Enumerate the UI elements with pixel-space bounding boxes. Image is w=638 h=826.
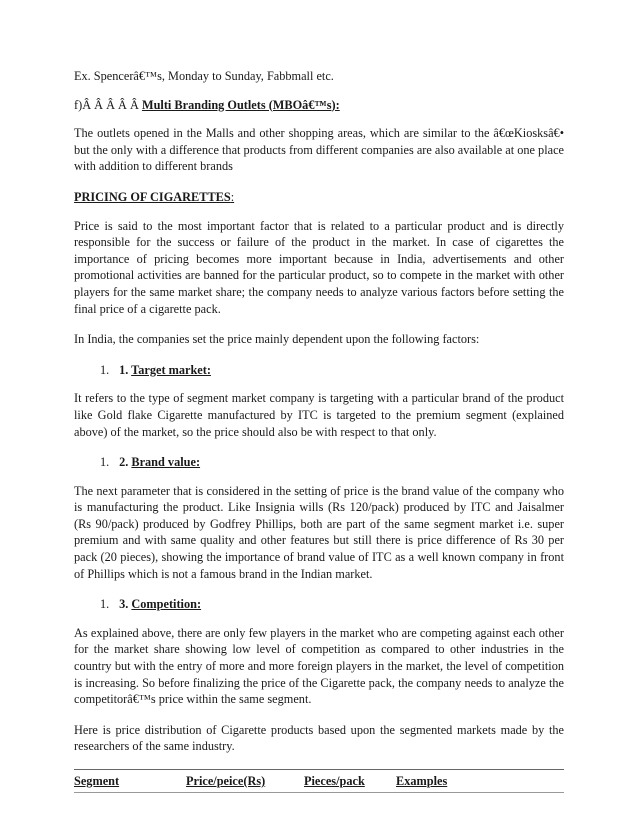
list-number: 1. — [100, 597, 110, 612]
factor-paragraph-brand-value: The next parameter that is considered in the setting of price is the brand value of the company who is manufacturing the product. Like Insignia wills (Rs 120/pack) produced by ITC and Jaisalmer (Rs 90/pack) produced by Godfrey Phillips, both are part of the same segment market i.e. super premium and with same quality and other features but still there is price difference of Rs 30 per pack (20 pieces), showing the importance of brand value of ITC as a well known company in front of Phillips which is not a famous brand in the Indian market. — [74, 483, 564, 581]
factor-label: Competition: — [131, 597, 202, 612]
factor-heading-brand-value — [100, 454, 564, 471]
header-price: Price/peice(Rs) — [186, 770, 304, 793]
distribution-intro: Here is price distribution of Cigarette products based upon the segmented markets made by the researchers of the same industry. — [74, 722, 564, 754]
factor-paragraph-competition: As explained above, there are only few players in the market who are competing against each other for the market share showing low level of competition as compared to other industries in the country but with the entry of more and more foreign players in the market, the level of competition is increasing. So before finalizing the price of the Cigarette pack, the company needs to analyze the competitorâ€™s price within the same segment. — [74, 625, 564, 707]
header-examples: Examples — [396, 770, 564, 793]
factors-intro: In India, the companies set the price mainly dependent upon the following factors: — [74, 332, 480, 347]
header-pieces: Pieces/pack — [304, 770, 396, 793]
pricing-heading-text: PRICING OF CIGARETTES — [74, 189, 231, 204]
segment-table — [74, 769, 564, 793]
factor-heading-competition — [100, 596, 564, 613]
factor-paragraph-target-market: It refers to the type of segment market company is targeting with a particular brand of the product like Gold flake Cigarette manufactured by ITC is targeted to the premium segment (explained above) of the market, so the price should also be with respect to that only. — [74, 391, 564, 439]
mbo-prefix: f)Â Â Â Â Â — [74, 97, 142, 112]
mbo-title: Multi Branding Outlets (MBOâ€™s): — [141, 97, 340, 112]
pricing-intro-paragraph: Price is said to the most important factor that is related to a particular product and is directly responsible for the success or failure of the product in the market. In case of cigarettes the importance of pricing becomes more important because in India, advertisements and other promotional activities are banned for the particular product, so to compete in the market with other players for the same market share; the company needs to analyze various factors before setting the final price of a cigarette pack. — [74, 218, 564, 316]
list-number: 1. — [100, 362, 110, 377]
mbo-paragraph: The outlets opened in the Malls and other shopping areas, which are similar to the â€œKiosksâ€• but the only with a difference that products from different companies are also available at one place with addition to different brands — [74, 126, 564, 174]
factor-label: Target market: — [131, 362, 211, 377]
factor-heading-target-market — [100, 362, 564, 379]
factor-label: Brand value: — [131, 455, 201, 470]
example-line: Ex. Spencerâ€™s, Monday to Sunday, Fabbmall etc. — [74, 69, 334, 83]
list-number: 1. — [100, 455, 110, 470]
factor-label-number: 3. — [119, 597, 132, 612]
document-page — [74, 68, 564, 793]
mbo-heading-line — [74, 97, 564, 114]
header-segment: Segment — [74, 770, 186, 793]
factor-label-number: 2. — [119, 455, 132, 470]
factor-label-number: 1. — [119, 362, 132, 377]
table-header-row — [74, 770, 564, 793]
pricing-heading-colon: : — [230, 189, 235, 204]
pricing-heading — [74, 189, 564, 206]
